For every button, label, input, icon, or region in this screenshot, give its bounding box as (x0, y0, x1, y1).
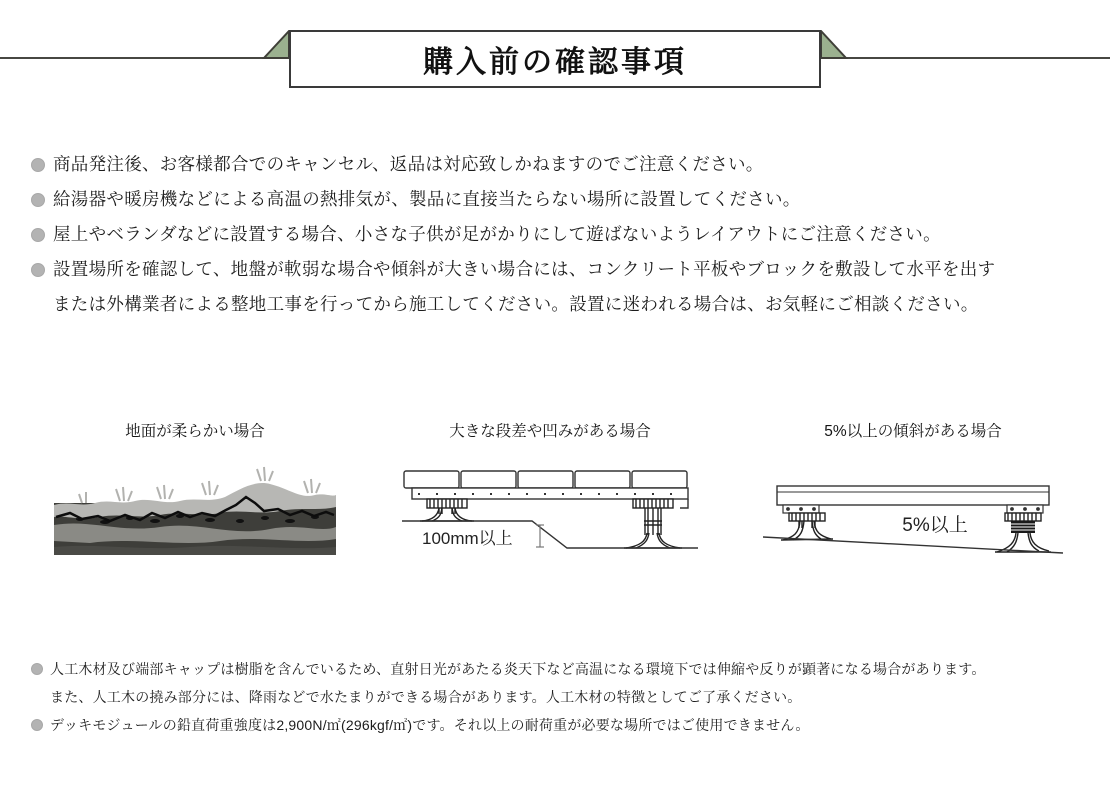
figure-caption: 5%以上の傾斜がある場合 (824, 423, 1002, 440)
list-item (31, 147, 1106, 182)
note-text: 屋上やベランダなどに設置する場合、小さな子供が足がかりにして遊ばないようレイアウトにご注意ください。 (53, 224, 941, 244)
note-line-2: または外構業者による整地工事を行ってから施工してください。設置に迷われる場合は、お気軽にご相談ください。 (53, 294, 979, 314)
notes-bottom-list (31, 655, 1106, 739)
pedestal-right (624, 499, 682, 548)
bullet-icon (31, 263, 45, 277)
bullet-icon (31, 228, 45, 242)
list-item (31, 655, 1106, 711)
bullet-icon (31, 719, 43, 731)
slope-dimension-label: 5%以上 (902, 515, 968, 536)
note-text (50, 655, 986, 711)
pedestal-left (781, 513, 833, 540)
note-line-1: 人工木材及び端部キャップは樹脂を含んでいるため、直射日光があたる炎天下など高温になる環境下では伸縮や反りが顕著になる場合があります。 (50, 661, 986, 677)
soft-ground-illustration (50, 463, 340, 558)
frame-end-bracket (680, 499, 688, 508)
list-item (31, 182, 1106, 217)
step-dimension-label: 100mm以上 (422, 529, 513, 548)
ribbon-fold-left-icon (261, 30, 291, 59)
notes-top-list (31, 147, 1106, 322)
bullet-icon (31, 158, 45, 172)
note-text: デッキモジュールの鉛直荷重強度は2,900N/㎡(296kgf/㎡)です。それ以上の耐荷重が必要な場所ではご使用できません。 (50, 717, 810, 733)
deck-slope-illustration (763, 463, 1063, 568)
dimension-line (536, 525, 544, 547)
slope-ground-line (763, 537, 1063, 553)
list-item (31, 217, 1106, 252)
list-item (31, 711, 1106, 739)
note-text: 商品発注後、お客様都合でのキャンセル、返品は対応致しかねますのでご注意ください。 (53, 154, 764, 174)
note-text (53, 252, 995, 322)
note-text: 給湯器や暖房機などによる高温の熱排気が、製品に直接当たらない場所に設置してください。 (53, 189, 801, 209)
figure-caption: 地面が柔らかい場合 (125, 423, 265, 440)
pedestal-left (420, 499, 474, 521)
deck-beam (777, 486, 1049, 505)
note-line-2: また、人工木の撓み部分には、降雨などで水たまりができる場合があります。人工木材の特徴としてご了承ください。 (50, 689, 802, 705)
beam-brackets (783, 505, 1043, 513)
title-banner (289, 30, 821, 88)
figure-soft-ground (50, 423, 340, 558)
deck-frame (412, 488, 688, 499)
page-title: 購入前の確認事項 (423, 46, 687, 79)
pedestal-right (995, 513, 1051, 552)
bullet-icon (31, 193, 45, 207)
note-line-1: 設置場所を確認して、地盤が軟弱な場合や傾斜が大きい場合には、コンクリート平板やブロックを敷設して水平を出す (53, 259, 996, 279)
list-item (31, 252, 1106, 322)
deck-boards (404, 471, 687, 488)
ribbon-fold-right-icon (819, 30, 849, 59)
bullet-icon (31, 663, 43, 675)
deck-step-illustration (400, 463, 700, 568)
figure-caption: 大きな段差や凹みがある場合 (449, 423, 651, 440)
figure-step-ground (400, 423, 700, 568)
figure-slope-ground (763, 423, 1063, 568)
